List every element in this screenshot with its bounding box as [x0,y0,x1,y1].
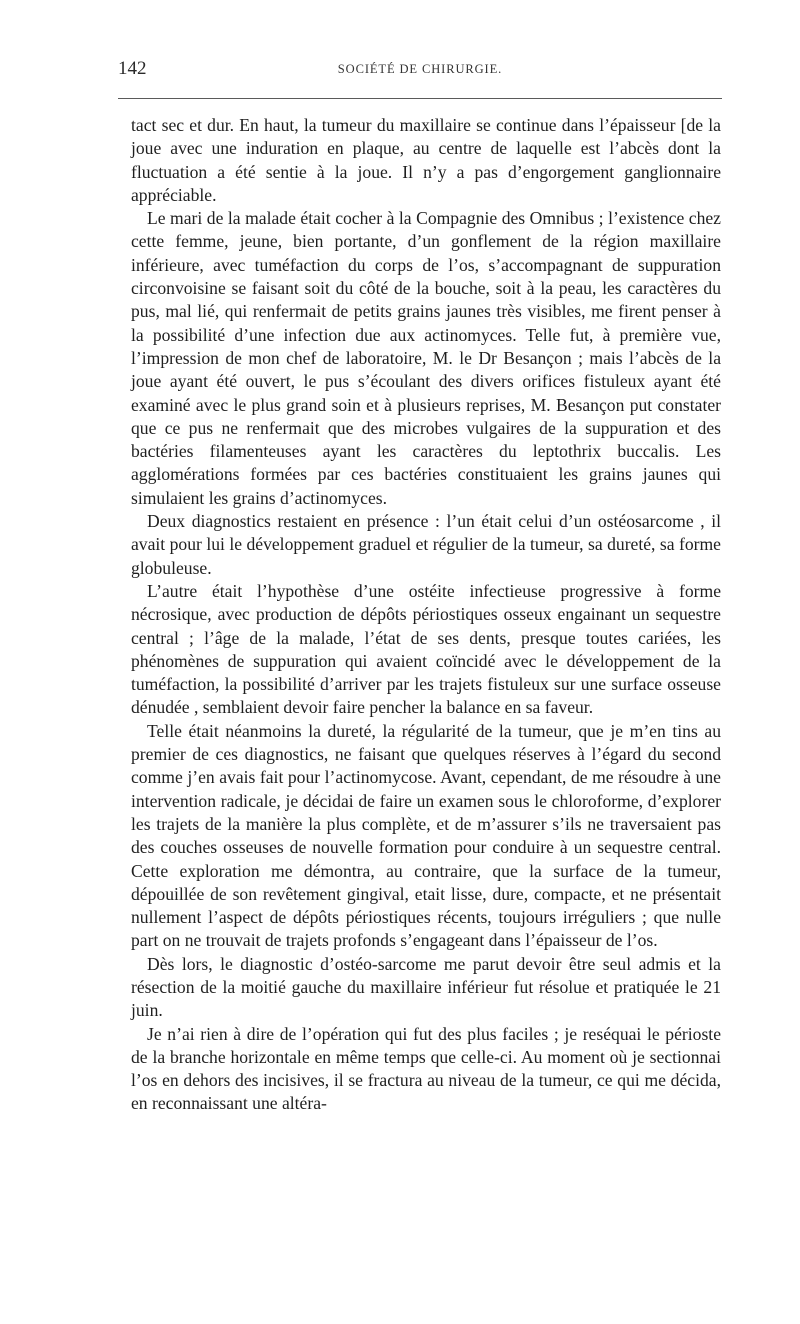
paragraph-omnibus-actinomyces: Le mari de la malade était cocher à la Compagnie des Omnibus ; l’existence chez cette femme, jeune, bien portante, d’un gonflement de la région maxillaire inférieure, avec tuméfaction du corps de l’os, s’accompagnant de suppuration circonvoisine se faisant soit du côté de la bouche, soit à la peau, les caractères du pus, mal lié, qui renfermait de petits grains jaunes très visibles, me firent penser à la possibilité d’une infection due aux actinomyces. Telle fut, à première vue, l’impression de mon chef de laboratoire, M. le Dr Besançon ; mais l’abcès de la joue ayant été ouvert, le pus s’écoulant des divers orifices fistuleux ayant été examiné avec le plus grand soin et à plusieurs reprises, M. Besançon put constater que ce pus ne renfermait que des microbes vulgaires de la suppuration et des bactéries filamenteuses ayant les caractères du leptothrix buccalis. Les agglomérations formées par ces bactéries constituaient les grains jaunes qui simulaient les grains d’actinomyces. [131,208,721,508]
page-header [118,58,722,84]
header-rule [118,98,722,99]
paragraph-resection-decision: Dès lors, le diagnostic d’ostéo-sarcome me parut devoir être seul admis et la résection de la moitié gauche du maxillaire inférieur fut résolue et pratiquée le 21 juin. [131,953,721,1021]
paragraph-osteitis-hypothesis: L’autre était l’hypothèse d’une ostéite infectieuse progressive à forme nécrosique, avec production de dépôts périostiques osseux engainant un sequestre central ; l’âge de la malade, l’état de ses dents, presque toutes cariées, les phénomènes de suppuration qui avaient coïncidé avec le développement de la tuméfaction, la possibilité d’arriver par les trajets fistuleux sur une surface osseuse dénudée , semblaient devoir faire pencher la balance en sa faveur. [131,580,721,718]
paragraph-operation: Je n’ai rien à dire de l’opération qui fut des plus faciles ; je reséquai le périoste de la branche horizontale en même temps que celle-ci. Au moment où je sectionnai l’os en dehors des incisives, il se fractura au niveau de la tumeur, ce qui me décida, en reconnaissant une altéra- [131,1023,721,1114]
body-text [131,114,721,1116]
running-head: SOCIÉTÉ DE CHIRURGIE. [337,62,503,76]
paragraph-continued: tact sec et dur. En haut, la tumeur du maxillaire se continue dans l’épaisseur [de la joue avec une induration en plaque, au centre de laquelle est l’abcès dont la fluctuation a été sentie à la joue. Il n’y a pas d’engorgement ganglionnaire appréciable. [131,115,721,205]
paragraph-two-diagnostics: Deux diagnostics restaient en présence : l’un était celui d’un ostéosarcome , il avait pour lui le développement graduel et régulier de la tumeur, sa dureté, sa forme globuleuse. [131,511,721,578]
page-number: 142 [118,58,147,79]
paragraph-exploration: Telle était néanmoins la dureté, la régularité de la tumeur, que je m’en tins au premier de ces diagnostics, ne faisant que quelques réserves à l’égard du second comme j’en avais fait pour l’actinomycose. Avant, cependant, de me résoudre à une intervention radicale, je décidai de faire un examen sous le chloroforme, d’explorer les trajets de la manière la plus complète, et de m’assurer s’ils ne traversaient pas des couches osseuses de nouvelle formation pour conduire à un sequestre central. Cette exploration me démontra, au contraire, que la surface de la tumeur, dépouillée de son revêtement gingival, etait lisse, dure, compacte, et ne présentait nullement l’aspect de dépôts périostiques récents, toujours irréguliers ; que nulle part on ne trouvait de trajets profonds s’engageant dans l’épaisseur de l’os. [131,720,721,951]
